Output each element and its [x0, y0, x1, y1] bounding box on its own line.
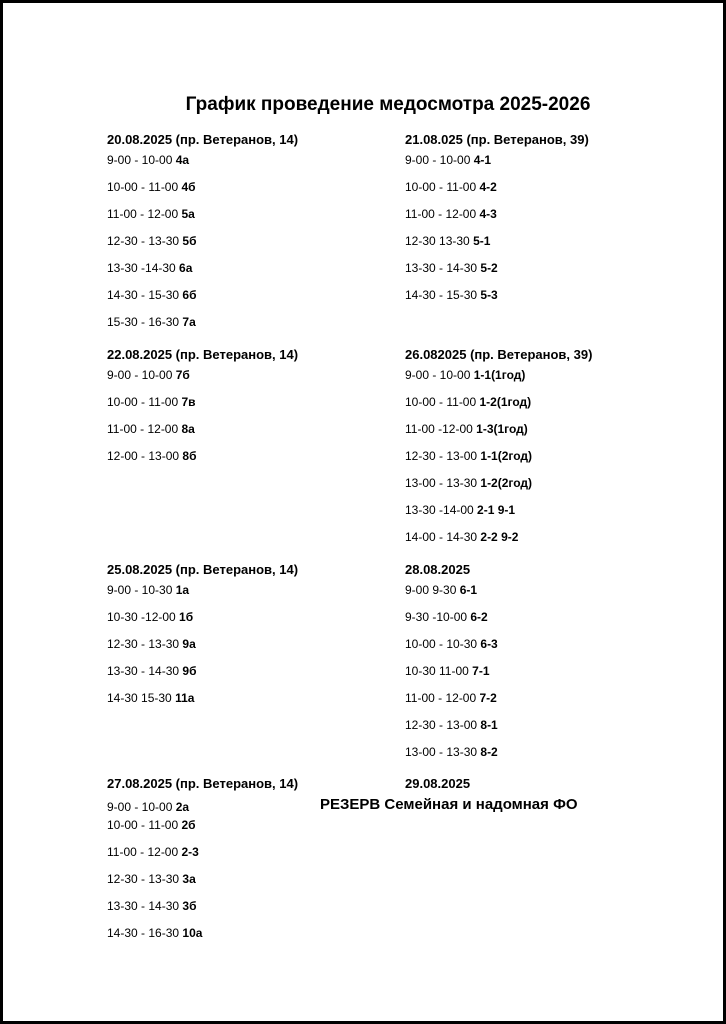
schedule-block [107, 347, 377, 463]
class-label: 7-2 [479, 691, 497, 705]
schedule-row [107, 663, 196, 679]
class-label: 2-1 9-1 [477, 503, 516, 517]
time-range: 13-30 -14-00 [405, 503, 478, 517]
class-label: 6-2 [470, 610, 488, 624]
schedule-row [405, 636, 498, 652]
block-header: 21.08.025 (пр. Ветеранов, 39) [405, 132, 589, 147]
time-range: 9-00 9-30 [405, 583, 460, 597]
schedule-row [107, 690, 194, 706]
schedule-row [405, 529, 518, 545]
class-label: 7а [182, 315, 196, 329]
class-label: 1а [175, 583, 190, 597]
time-range: 13-30 - 14-30 [107, 899, 183, 913]
time-range: 10-00 - 10-30 [405, 637, 481, 651]
time-range: 13-30 - 14-30 [405, 261, 481, 275]
class-label: 5б [182, 234, 197, 248]
class-label: 1-2(2год) [480, 476, 533, 490]
time-range: 12-30 13-30 [405, 234, 474, 248]
time-range: 15-30 - 16-30 [107, 315, 183, 329]
schedule-row [107, 925, 202, 941]
time-range: 11-00 - 12-00 [405, 207, 480, 221]
schedule-block [405, 347, 695, 544]
class-label: 10а [182, 926, 203, 940]
time-range: 11-00 - 12-00 [405, 691, 480, 705]
time-range: 9-00 - 10-00 [107, 800, 176, 814]
class-label: 5-3 [480, 288, 498, 302]
class-label: 4-1 [473, 153, 492, 167]
time-range: 11-00 - 12-00 [107, 845, 182, 859]
time-range: 14-00 - 14-30 [405, 530, 481, 544]
block-header: 22.08.2025 (пр. Ветеранов, 14) [107, 347, 299, 362]
schedule-row [107, 367, 190, 383]
schedule-block [107, 132, 377, 329]
time-range: 9-00 - 10-30 [107, 583, 176, 597]
time-range: 10-00 - 11-00 [405, 180, 480, 194]
time-range: 9-00 - 10-00 [405, 153, 474, 167]
schedule-row [107, 844, 199, 860]
class-label: 8-2 [480, 745, 498, 759]
class-label: 4а [175, 153, 190, 167]
class-label: 1-3(1год) [476, 422, 528, 436]
time-range: 10-00 - 11-00 [107, 395, 182, 409]
class-label: 6-3 [480, 637, 498, 651]
schedule-block [107, 562, 377, 705]
schedule-row [107, 582, 189, 598]
schedule-row [405, 717, 498, 733]
schedule-row [107, 260, 192, 276]
class-label: 2а [175, 800, 190, 814]
class-label: 5-2 [480, 261, 498, 275]
block-header: 29.08.2025 [405, 776, 471, 791]
time-range: 10-30 11-00 [405, 664, 473, 678]
class-label: 7в [181, 395, 196, 409]
schedule-row [405, 448, 532, 464]
schedule-row [107, 817, 196, 833]
time-range: 10-00 - 11-00 [107, 180, 182, 194]
time-range: 9-30 -10-00 [405, 610, 471, 624]
schedule-row [405, 367, 525, 383]
time-range: 12-30 - 13-30 [107, 872, 183, 886]
time-range: 13-00 - 13-30 [405, 745, 481, 759]
schedule-row [405, 421, 528, 437]
schedule-row [107, 206, 195, 222]
schedule-row [107, 448, 196, 464]
time-range: 14-30 - 16-30 [107, 926, 183, 940]
class-label: 6а [179, 261, 193, 275]
class-label: 2-2 9-2 [480, 530, 519, 544]
schedule-row [405, 260, 498, 276]
schedule-row [107, 394, 196, 410]
time-range: 12-30 - 13-30 [107, 637, 183, 651]
class-label: 6б [182, 288, 197, 302]
class-label: 2-3 [181, 845, 199, 859]
block-header: 25.08.2025 (пр. Ветеранов, 14) [107, 562, 299, 577]
class-label: 9а [182, 637, 196, 651]
time-range: 12-30 - 13-00 [405, 718, 481, 732]
class-label: 1б [179, 610, 194, 624]
schedule-row [107, 179, 196, 195]
class-label: 5-1 [473, 234, 491, 248]
schedule-row [405, 582, 477, 598]
reserve-note: РЕЗЕРВ Семейная и надомная ФО [320, 796, 578, 813]
time-range: 14-30 15-30 [107, 691, 176, 705]
block-header: 20.08.2025 (пр. Ветеранов, 14) [107, 132, 299, 147]
time-range: 13-30 - 14-30 [107, 664, 183, 678]
time-range: 12-30 - 13-30 [107, 234, 183, 248]
time-range: 13-30 -14-30 [107, 261, 180, 275]
time-range: 14-30 - 15-30 [405, 288, 481, 302]
time-range: 12-00 - 13-00 [107, 449, 183, 463]
class-label: 4-3 [479, 207, 497, 221]
class-label: 8-1 [480, 718, 498, 732]
class-label: 1-1(1год) [473, 368, 526, 382]
schedule-row [405, 744, 498, 760]
class-label: 8а [181, 422, 195, 436]
schedule-block [405, 776, 695, 792]
time-range: 14-30 - 15-30 [107, 288, 183, 302]
schedule-block [405, 132, 695, 302]
schedule-row [107, 609, 193, 625]
class-label: 1-2(1год) [479, 395, 532, 409]
class-label: 9б [182, 664, 197, 678]
class-label: 2б [181, 818, 196, 832]
time-range: 10-00 - 11-00 [405, 395, 480, 409]
schedule-row [405, 152, 491, 168]
class-label: 5а [181, 207, 195, 221]
time-range: 9-00 - 10-00 [405, 368, 474, 382]
time-range: 9-00 - 10-00 [107, 368, 176, 382]
schedule-row [405, 663, 490, 679]
class-label: 3а [182, 872, 196, 886]
block-header: 27.08.2025 (пр. Ветеранов, 14) [107, 776, 299, 791]
schedule-row [107, 233, 196, 249]
schedule-row [405, 609, 488, 625]
schedule-row [405, 475, 532, 491]
time-range: 13-00 - 13-30 [405, 476, 481, 490]
schedule-block [107, 776, 377, 940]
time-range: 11-00 - 12-00 [107, 422, 182, 436]
time-range: 11-00 -12-00 [405, 422, 477, 436]
schedule-row [405, 502, 515, 518]
class-label: 11а [175, 691, 195, 705]
schedule-row [405, 287, 498, 303]
schedule-block [405, 562, 695, 759]
schedule-row [107, 799, 189, 815]
time-range: 10-00 - 11-00 [107, 818, 182, 832]
schedule-row [107, 871, 196, 887]
class-label: 4-2 [479, 180, 497, 194]
block-header: 26.082025 (пр. Ветеранов, 39) [405, 347, 593, 362]
time-range: 9-00 - 10-00 [107, 153, 176, 167]
time-range: 11-00 - 12-00 [107, 207, 182, 221]
class-label: 3б [182, 899, 197, 913]
schedule-row [107, 314, 196, 330]
class-label: 7-1 [472, 664, 490, 678]
block-header: 28.08.2025 [405, 562, 471, 577]
schedule-row [107, 152, 189, 168]
schedule-row [405, 179, 497, 195]
schedule-row [107, 287, 196, 303]
class-label: 8б [182, 449, 197, 463]
schedule-row [405, 690, 497, 706]
schedule-row [405, 394, 531, 410]
class-label: 1-1(2год) [480, 449, 533, 463]
schedule-row [107, 636, 196, 652]
document-title: График проведение медосмотра 2025-2026 [185, 94, 591, 115]
schedule-row [405, 233, 490, 249]
class-label: 4б [181, 180, 196, 194]
time-range: 12-30 - 13-00 [405, 449, 481, 463]
schedule-row [405, 206, 497, 222]
schedule-row [107, 421, 195, 437]
time-range: 10-30 -12-00 [107, 610, 180, 624]
class-label: 6-1 [459, 583, 478, 597]
schedule-row [107, 898, 196, 914]
class-label: 7б [175, 368, 190, 382]
